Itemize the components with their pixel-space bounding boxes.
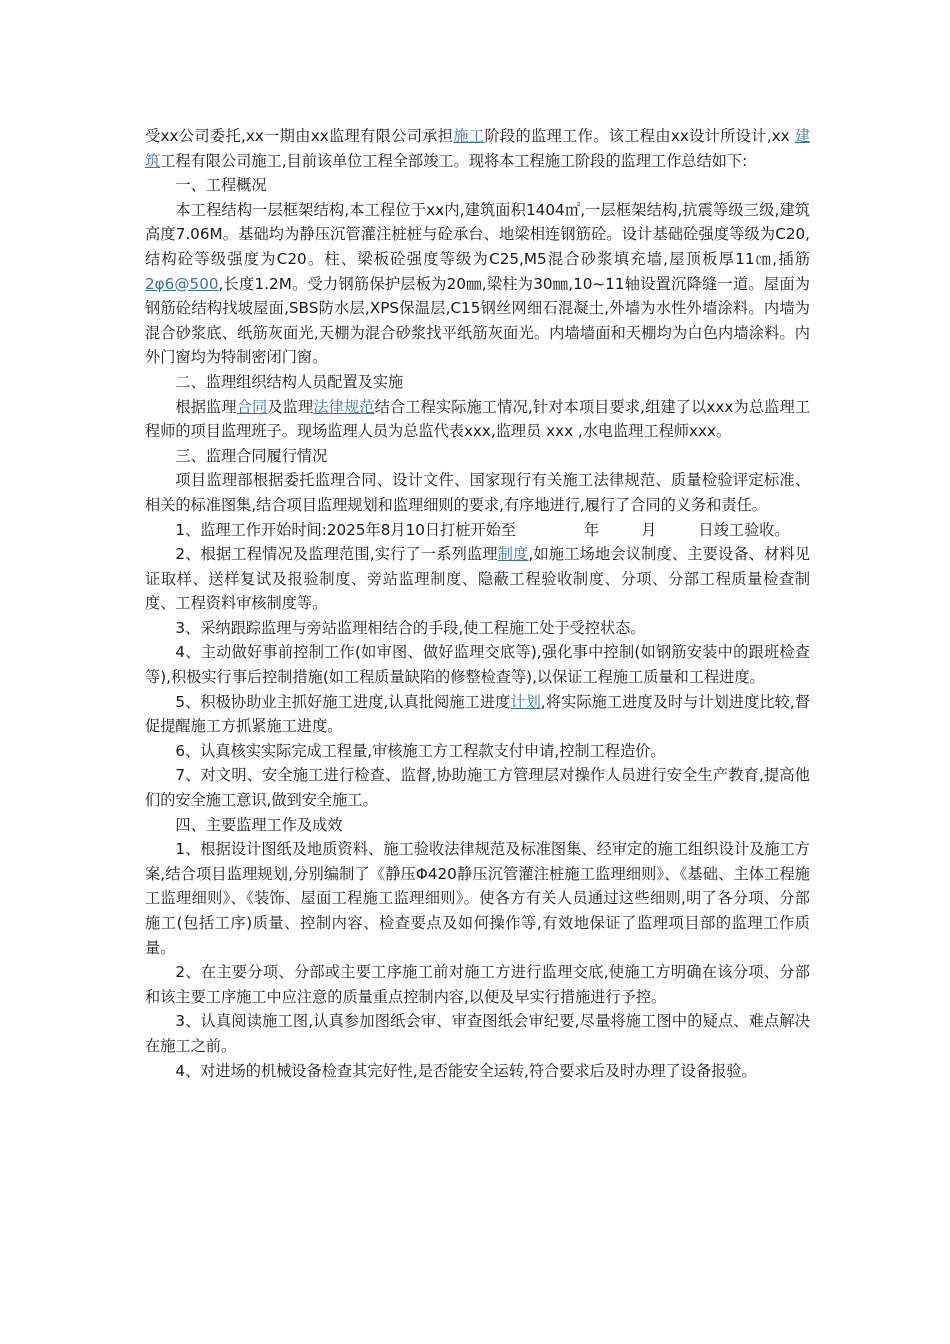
organization-text: 结合工程实际施工情况,针对本项目要求,组建了以xxx为总监理工程师的项目监理班子。现场监理人员为总监代表xxx,监理员 xxx ,水电监理工程师xxx。	[145, 397, 811, 441]
contract-item-3: 3、采纳跟踪监理与旁站监理相结合的手段,使工程施工处于受控状态。	[175, 618, 646, 637]
results-item-1: 1、根据设计图纸及地质资料、施工验收法律规范及标准图集、经审定的施工组织设计及施工方案,结合项目监理规划,分别编制了《静压Φ420静压沉管灌注桩施工监理细则》、《基础、主体工程施工监理细则》、《装饰、屋面工程施工监理细则》。使各方有关人员通过这些细则,明了各分项、分部施工(包括工序)质量、控制内容、检查要点及如何操作等,有效地保证了监理项目部的监理工作质量。	[145, 840, 810, 957]
contract-paragraph: 项目监理部根据委托监理合同、设计文件、国家现行有关施工法律规范、质量检验评定标准、相关的标准图集,结合项目监理规划和监理细则的要求,有序地进行,履行了合同的义务和责任。	[145, 471, 810, 514]
contract-item-text: ,如施工场地会议制度、主要设备、材料见证取样、送样复试及报验制度、旁站监理制度、隐蔽工程验收制度、分项、分部工程质量检查制度、工程资料审核制度等。	[145, 545, 811, 613]
contract-item-text: 2、根据工程情况及监理范围,实行了一系列监理	[175, 545, 498, 564]
contract-item-1	[145, 518, 810, 543]
organization-text: 及监理	[267, 397, 314, 416]
link-building[interactable]: 建筑	[145, 127, 811, 170]
intro-text: 工程有限公司施工,目前该单位工程全部竣工。现将本工程施工阶段的监理工作总结如下:	[160, 151, 748, 170]
link-contract[interactable]: 合同	[236, 397, 268, 416]
link-rebar-spec[interactable]: 2φ6@500	[145, 274, 219, 293]
section-heading-organization: 二、监理组织结构人员配置及实施	[175, 372, 404, 391]
intro-text: 受xx公司委托,xx一期由xx监理有限公司承担	[145, 127, 454, 145]
link-construction[interactable]: 施工	[453, 127, 485, 145]
intro-paragraph	[145, 124, 810, 173]
link-plan[interactable]: 计划	[510, 692, 541, 711]
intro-text: 阶段的监理工作。该工程由xx设计所设计,xx	[484, 127, 795, 145]
year-label: 年	[584, 520, 600, 539]
results-item-4: 4、对进场的机械设备检查其完好性,是否能安全运转,符合要求后及时办理了设备报验。	[175, 1061, 757, 1080]
organization-text: 根据监理	[175, 397, 237, 416]
link-legal-norms[interactable]: 法律规范	[313, 397, 375, 416]
contract-item-7: 7、对文明、安全施工进行检查、监督,协助施工方管理层对操作人员进行安全生产教育,提高他们的安全施工意识,做到安全施工。	[145, 766, 810, 810]
month-label: 月	[641, 520, 657, 539]
overview-text: ,长度1.2M。受力钢筋保护层板为20㎜,梁柱为30㎜,10~11轴设置沉降缝一道。屋面为钢筋砼结构找坡屋面,SBS防水层,XPS保温层,C15钢丝网细石混凝土,外墙为水性外墙涂料。内墙为混合砂浆底、纸筋灰面光,天棚为混合砂浆找平纸筋灰面光。内墙墙面和天棚均为白色内墙涂料。内外门窗均为特制密闭门窗。	[145, 274, 810, 367]
contract-item-text: 1、监理工作开始时间:2025年8月10日打桩开始至	[175, 520, 516, 539]
contract-item-text: 日竣工验收。	[698, 520, 790, 539]
section-heading-overview: 一、工程概况	[175, 176, 267, 195]
section-heading-contract: 三、监理合同履行情况	[175, 446, 328, 465]
contract-item-4: 4、主动做好事前控制工作(如审图、做好监理交底等),强化事中控制(如钢筋安装中的跟班检查等),积极实行事后控制措施(如工程质量缺陷的修整检查等),以保证工程施工质量和工程进度。	[145, 643, 810, 687]
contract-item-text: ,将实际施工进度及时与计划进度比较,督促提醒施工方抓紧施工进度。	[145, 692, 811, 736]
results-item-3: 3、认真阅读施工图,认真参加图纸会审、审查图纸会审纪要,尽量将施工图中的疑点、难点解决在施工之前。	[145, 1012, 810, 1055]
link-system[interactable]: 制度	[497, 545, 529, 564]
contract-item-6: 6、认真核实实际完成工程量,审核施工方工程款支付申请,控制工程造价。	[175, 741, 666, 760]
results-item-2: 2、在主要分项、分部或主要工序施工前对施工方进行监理交底,使施工方明确在该分项、分部和该主要工序施工中应注意的质量重点控制内容,以便及早实行措施进行予控。	[145, 963, 810, 1006]
section-heading-results: 四、主要监理工作及成效	[175, 815, 343, 834]
contract-item-2	[145, 542, 810, 616]
overview-text: 本工程结构一层框架结构,本工程位于xx内,建筑面积1404㎡,一层框架结构,抗震等级三级,建筑高度7.06M。基础均为静压沉管灌注桩桩与砼承台、地梁相连钢筋砼。设计基础砼强度等级为C20,结构砼等级强度为C20。柱、梁板砼强度等级为C25,M5混合砂浆填充墙,屋顶板厚11㎝,插筋	[145, 200, 810, 268]
organization-paragraph	[145, 395, 810, 444]
overview-paragraph	[145, 198, 810, 370]
contract-item-text: 5、积极协助业主抓好施工进度,认真批阅施工进度	[175, 692, 511, 711]
document-body	[145, 124, 810, 1083]
contract-item-5	[145, 690, 810, 739]
